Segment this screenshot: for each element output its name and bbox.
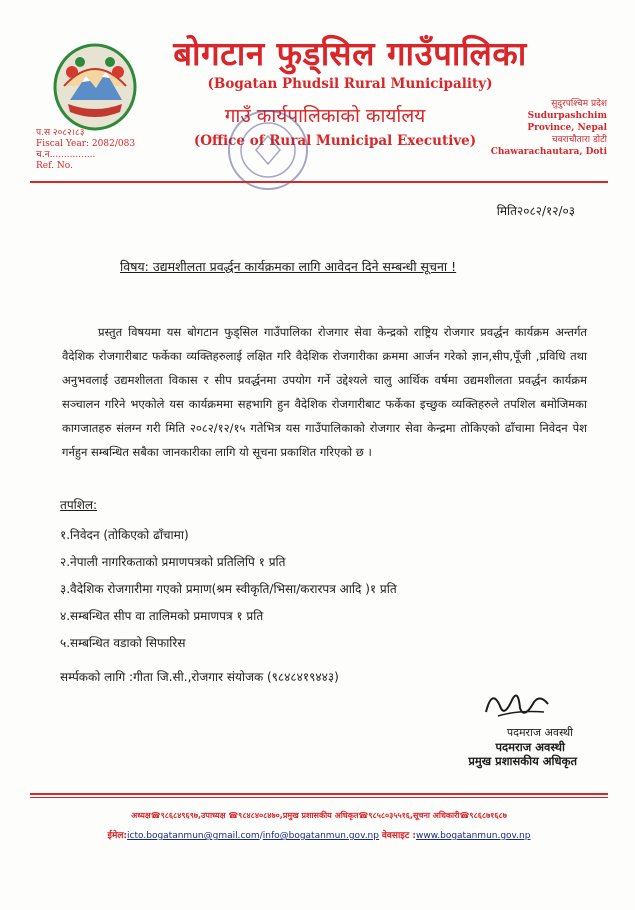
ps-number: प.स २०८२।८३ (36, 128, 85, 138)
notice-body: प्रस्तुत विषयमा यस बोगटान फुड्सिल गाउँपालिका रोजगार सेवा केन्द्रको राष्ट्रिय रोजगार प्रवर्द्धन कार्यक्रम अन्तर्गत वैदेशिक रोजगारीबाट फर्केका व्यक्तिहरुलाई लक्षित गरि वैदेशिक रोजगारीका क्रममा आर्जन गरेको ज्ञान,सीप,पूँजी ,प्रविधि तथा अनुभवलाई उद्यमशीलता विकास र सीप प्रवर्द्धनमा उपयोग गर्ने उद्देश्यले चालु आर्थिक वर्षमा उद्यमशीलता प्रवर्द्धन कार्यक्रम सञ्चालन गरिने भएकोले यस कार्यक्रममा सहभागि हुन वैदेशिक रोजगारीबाट फर्केका इच्छुक व्यक्तिहरुले तपशिल बमोजिमका कागजातहरु संलग्न गरी मिति २०८२/१२/१५ गतेभित्र यस गाउँपालिकाको रोजगार सेवा केन्द्रमा तोकिएको ढाँचामा निवेदन पेश गर्नहुन सम्बन्धित सबैका जानकारीका लागि यो सूचना प्रकाशित गरिएको छ । (62, 325, 587, 459)
footer-contacts: ईमेल:icto.bogatanmun@gmail.com/info@bogatanmun.gov.np वेवसाइट :www.bogatanmun.gov.np (107, 831, 531, 841)
footer-divider (30, 793, 608, 795)
footer-phones: अध्यक्ष☎९८६८४९६९७,उपाध्यक्ष ☎९८४८४०८४७०,प्रमुख प्रशासकीय अधिकृत☎९८५८०३५५१६,सूचना अधिकारी☎९८६८७१६८७ (131, 811, 507, 820)
province-english-2: Province, Nepal (527, 123, 607, 133)
list-item: ४.सम्बन्धित सीप वा तालिमको प्रमाणपत्र १ प्रति (60, 609, 264, 623)
signatory-title: प्रमुख प्रशासकीय अधिकृत (468, 754, 577, 768)
header-divider (30, 181, 608, 183)
municipality-name-english: (Bogatan Phudsil Rural Municipality) (207, 76, 493, 92)
email-label: ईमेल: (107, 831, 128, 841)
notice-date: मिति२०८२/१२/०३ (496, 204, 575, 218)
list-item: १.निवेदन (तोकिएको ढाँचामा) (60, 528, 189, 542)
website-link[interactable]: www.bogatanmun.gov.np (415, 831, 531, 841)
office-name-english: (Office of Rural Municipal Executive) (193, 133, 477, 149)
details-list (60, 522, 580, 657)
list-item: ५.सम्बन्धित वडाको सिफारिस (60, 636, 186, 650)
list-item: ३.वैदेशिक रोजगारीमा गएको प्रमाण(श्रम स्वीकृति/भिसा/करारपत्र आदि )१ प्रति (60, 582, 397, 596)
signature-label: पदमराज अवस्थी (506, 726, 573, 739)
municipality-name-nepali: बोगटान फुड्सिल गाउँपालिका (173, 34, 527, 73)
details-heading: तपशिल: (60, 498, 98, 512)
email-link-2[interactable]: info@bogatanmun.gov.np (262, 831, 379, 841)
office-name-nepali: गाउँ कार्यपालिकाको कार्यालय (224, 105, 426, 127)
notice-subject: विषय: उद्यमशीलता प्रवर्द्धन कार्यक्रमका लागि आवेदन दिने सम्बन्धी सूचना ! (120, 259, 457, 274)
address-block (491, 98, 607, 158)
place-english: Chawarachautara, Doti (490, 147, 607, 157)
cn-number: च.न................ (36, 150, 96, 160)
signatory-name: पदमराज अवस्थी (495, 740, 565, 754)
nepal-emblem-icon (52, 42, 138, 132)
website-label: वेवसाइट : (381, 831, 416, 841)
province-nepali: सुदुरपश्चिम प्रदेश (551, 99, 607, 109)
ref-number: Ref. No. (36, 161, 73, 171)
footer-divider-thin (30, 797, 608, 798)
province-english-1: Sudurpashchim (527, 111, 607, 121)
office-stamp-icon (226, 108, 310, 192)
signature-icon (478, 682, 556, 728)
reference-block (36, 128, 135, 172)
fiscal-year: Fiscal Year: 2082/083 (36, 139, 136, 149)
email-link-1[interactable]: icto.bogatanmun@gmail.com (127, 831, 260, 841)
list-item: २.नेपाली नागरिकताको प्रमाणपत्रको प्रतिलिपि १ प्रति (60, 555, 286, 569)
place-nepali: चवराचौतारा डोटी (551, 135, 607, 145)
contact-line: सर्म्पकको लागि :गीता जि.सी.,रोजगार संयोजक (९८४८४१९४४३) (60, 670, 339, 684)
